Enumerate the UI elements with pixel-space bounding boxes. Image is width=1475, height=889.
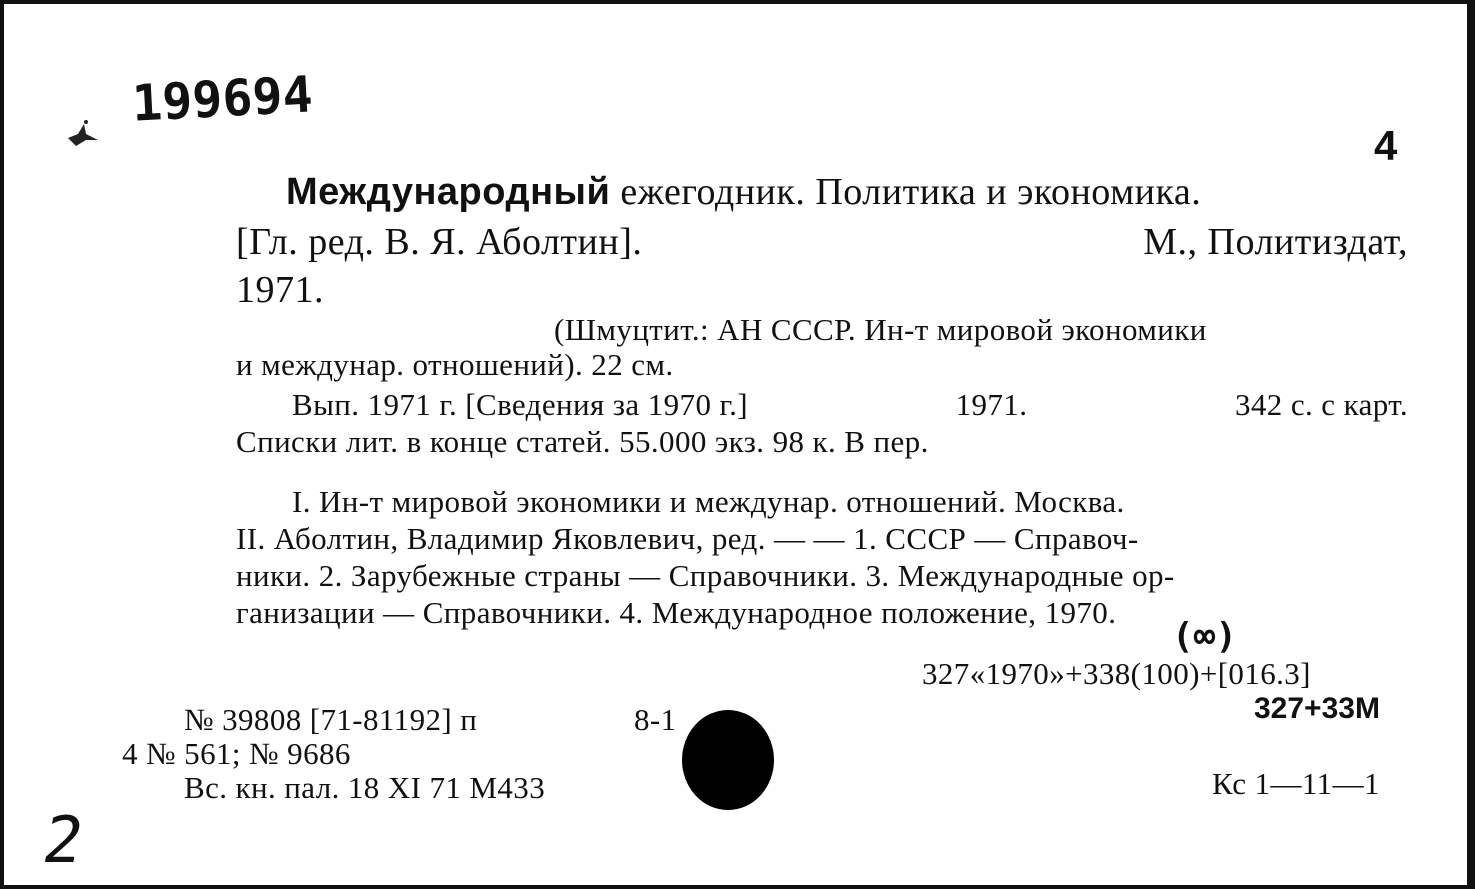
issue-info: Вып. 1971 г. [Сведения за 1970 г.] bbox=[292, 387, 748, 422]
ks-code: Кс 1—11—1 bbox=[1212, 766, 1380, 801]
issue-year: 1971. bbox=[955, 387, 1028, 422]
subject-line-3: ники. 2. Зарубежные страны — Справочники. 3. Международные ор- bbox=[236, 558, 1175, 593]
title-line-3: 1971. bbox=[236, 269, 324, 311]
issue-line-2: Списки лит. в конце статей. 55.000 экз. 98 к. В пер. bbox=[236, 424, 929, 459]
editor-text: [Гл. ред. В. Я. Аболтин]. bbox=[236, 221, 643, 263]
title-line-2 bbox=[236, 220, 1408, 264]
punch-hole bbox=[682, 710, 774, 810]
title-rest: ежегодник. Политика и экономика. bbox=[610, 171, 1202, 213]
record-line-2: 4 № 561; № 9686 bbox=[122, 736, 351, 771]
issue-line-1 bbox=[292, 387, 1408, 423]
handwritten-mark: 2 bbox=[37, 804, 90, 878]
handwritten-annotation: (∞) bbox=[1172, 616, 1238, 657]
title-line-1 bbox=[286, 170, 1201, 214]
record-line-3: Вс. кн. пал. 18 XI 71 М433 bbox=[184, 770, 546, 805]
pages-info: 342 с. с карт. bbox=[1234, 387, 1408, 422]
handwritten-number: 199694 bbox=[130, 65, 315, 133]
record-line-1-left: № 39808 [71-81192] п bbox=[184, 702, 478, 737]
ink-blot-icon bbox=[64, 116, 108, 150]
classification-line: 327«1970»+338(100)+[016.3] bbox=[922, 656, 1311, 691]
record-line-1-right: 8-1 bbox=[634, 702, 677, 737]
note-line-2: и междунар. отношений). 22 см. bbox=[236, 347, 674, 382]
publisher-text: М., Политиздат, bbox=[1143, 221, 1408, 263]
section-number: 4 bbox=[1374, 122, 1398, 169]
subject-line-4: ганизации — Справочники. 4. Международное положение, 1970. bbox=[236, 595, 1117, 630]
note-line-1: (Шмуцтит.: АН СССР. Ин-т мировой экономики bbox=[554, 312, 1207, 347]
classification-code: 327+33М bbox=[1254, 692, 1380, 725]
subject-line-1: I. Ин-т мировой экономики и междунар. отношений. Москва. bbox=[292, 484, 1125, 519]
subject-line-2: II. Аболтин, Владимир Яковлевич, ред. — — 1. СССР — Справоч- bbox=[236, 521, 1139, 556]
title-bold: Международный bbox=[286, 171, 611, 213]
